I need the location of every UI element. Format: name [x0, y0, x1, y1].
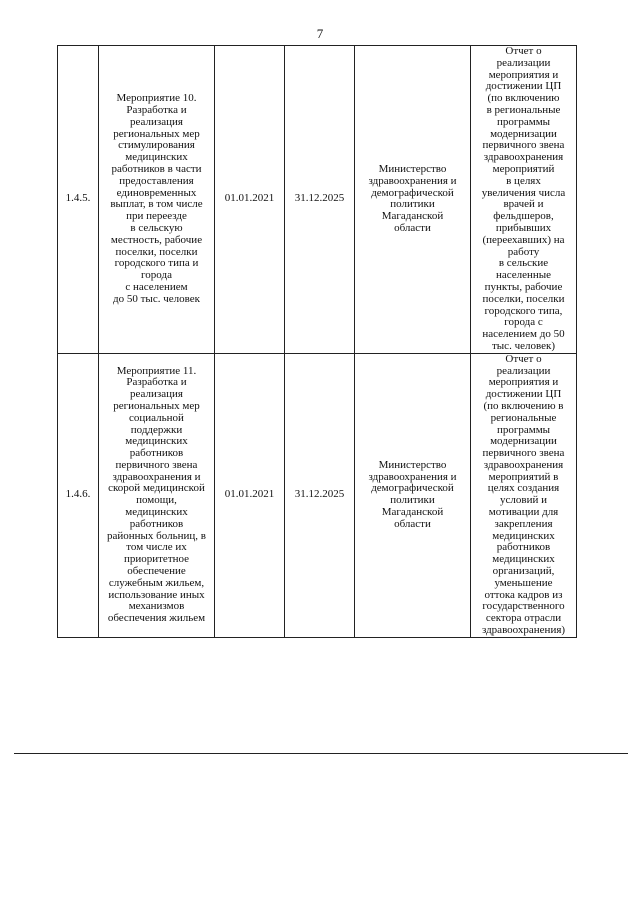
event-cell — [99, 353, 215, 637]
start-date-cell — [215, 46, 285, 354]
end-date: 31.12.2025 — [294, 192, 345, 205]
event-description: Мероприятие 11. Разработка и реализация региональных мер социальной поддержки медицинских работников первичного звена здравоохранения и скорой медицинской помощи, медицинских работников районных больниц, в том числе их приоритетное обеспечение служебным жильем, использование иных механизмов обеспечения жильем — [107, 364, 206, 625]
page-number: 7 — [316, 26, 324, 41]
event-description: Мероприятие 10. Разработка и реализация региональных мер стимулирования медицинских работников в части предоставления единовременных выплат, в том числе при переезде в сельскую местность, рабочие поселки, поселки городского типа и города с населением до 50 тыс. человек — [110, 92, 203, 305]
end-date-cell — [285, 353, 355, 637]
result-cell — [471, 46, 577, 354]
start-date: 01.01.2021 — [224, 192, 275, 205]
row-number: 1.4.5. — [65, 192, 91, 205]
footer-divider — [14, 753, 628, 754]
executor-cell — [355, 46, 471, 354]
executor-cell — [355, 353, 471, 637]
executor: Министерство здравоохранения и демографической политики Магаданской области — [368, 162, 457, 234]
executor: Министерство здравоохранения и демографической политики Магаданской области — [368, 458, 457, 530]
start-date-cell — [215, 353, 285, 637]
row-number: 1.4.6. — [65, 488, 91, 501]
result-cell — [471, 353, 577, 637]
row-number-cell — [58, 46, 99, 354]
table-row — [58, 353, 577, 637]
table-row — [58, 46, 577, 354]
end-date-cell — [285, 46, 355, 354]
expected-result: Отчет о реализации мероприятия и достижении ЦП (по включению в региональные программы модернизации первичного звена здравоохранения мероприятий в целях создания условий и мотивации для закрепления медицинских работников медицинских организаций, уменьшение оттока кадров из государственного сектора отрасли здравоохранения) — [481, 352, 566, 637]
row-number-cell — [58, 353, 99, 637]
event-cell — [99, 46, 215, 354]
measures-table — [57, 45, 577, 638]
start-date: 01.01.2021 — [224, 488, 275, 501]
expected-result: Отчет о реализации мероприятия и достижении ЦП (по включению в региональные программы модернизации первичного звена здравоохранения мероприятий в целях увеличения числа врачей и фельдшеров, прибывших (переехавших) на работу в сельские населенные пункты, рабочие поселки, поселки городского типа, города с населением до 50 тыс. человек) — [481, 45, 566, 352]
end-date: 31.12.2025 — [294, 488, 345, 501]
